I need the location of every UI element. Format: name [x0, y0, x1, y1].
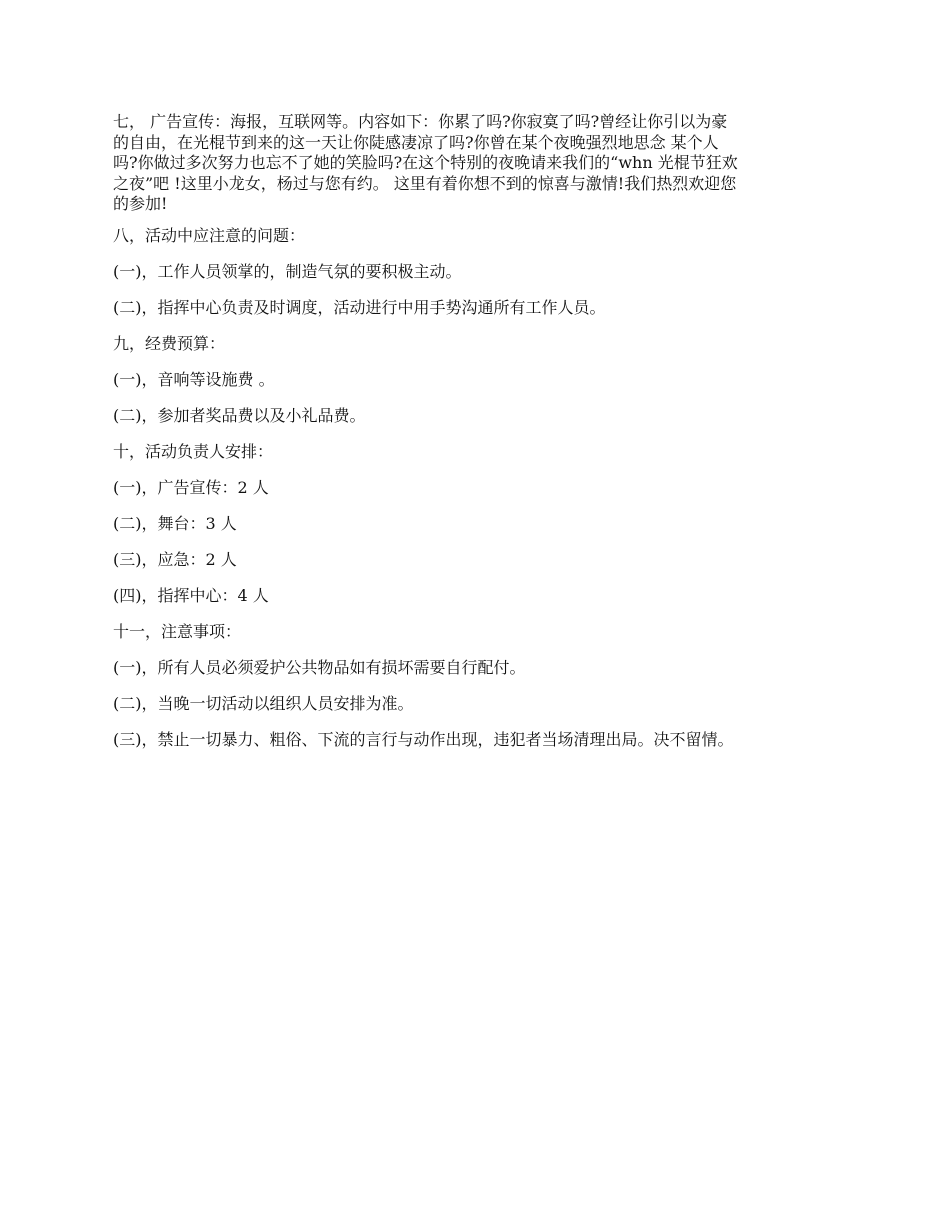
section-11-item-3: (三)，禁止一切暴力、粗俗、下流的言行与动作出现，违犯者当场清理出局。决不留情。 — [113, 729, 734, 749]
document-body — [113, 112, 837, 750]
section-7-paragraph — [113, 112, 837, 215]
section-9-item-1: (一)，音响等设施费 。 — [113, 369, 275, 389]
section-8-item-2: (二)，指挥中心负责及时调度，活动进行中用手势沟通所有工作人员。 — [113, 297, 606, 317]
section-10-item-4: (四)，指挥中心：4 人 — [113, 585, 269, 605]
section-11-item-1: (一)，所有人员必须爱护公共物品如有损坏需要自行配付。 — [113, 657, 526, 677]
section-7-line-1: 七， 广告宣传：海报，互联网等。内容如下：你累了吗?你寂寞了吗?曾经让你引以为豪 — [113, 112, 728, 131]
section-7-line-2: 的自由，在光棍节到来的这一天让你陡感凄凉了吗?你曾在某个夜晚强烈地思念 某个人 — [113, 132, 719, 152]
section-9-item-2: (二)，参加者奖品费以及小礼品费。 — [113, 405, 366, 425]
section-8-item-1: (一)，工作人员领掌的，制造气氛的要积极主动。 — [113, 261, 462, 281]
section-9-heading: 九，经费预算： — [113, 333, 226, 353]
section-11-heading: 十一，注意事项： — [113, 621, 242, 641]
section-8-heading: 八，活动中应注意的问题： — [113, 225, 306, 245]
section-10-item-3: (三)，应急：2 人 — [113, 549, 237, 569]
section-10-item-1: (一)，广告宣传：2 人 — [113, 477, 269, 497]
section-11-item-2: (二)，当晚一切活动以组织人员安排为准。 — [113, 693, 414, 713]
section-10-heading: 十，活动负责人安排： — [113, 441, 274, 461]
section-10-item-2: (二)，舞台：3 人 — [113, 513, 237, 533]
section-7-line-5: 的参加! — [113, 194, 168, 213]
section-7-line-4: 之夜”吧 !这里小龙女，杨过与您有约。 这里有着你想不到的惊喜与激情!我们热烈欢迎您 — [113, 173, 737, 193]
section-7-line-3: 吗?你做过多次努力也忘不了她的笑脸吗?在这个特别的夜晚请来我们的“whn 光棍节狂欢 — [113, 153, 738, 172]
